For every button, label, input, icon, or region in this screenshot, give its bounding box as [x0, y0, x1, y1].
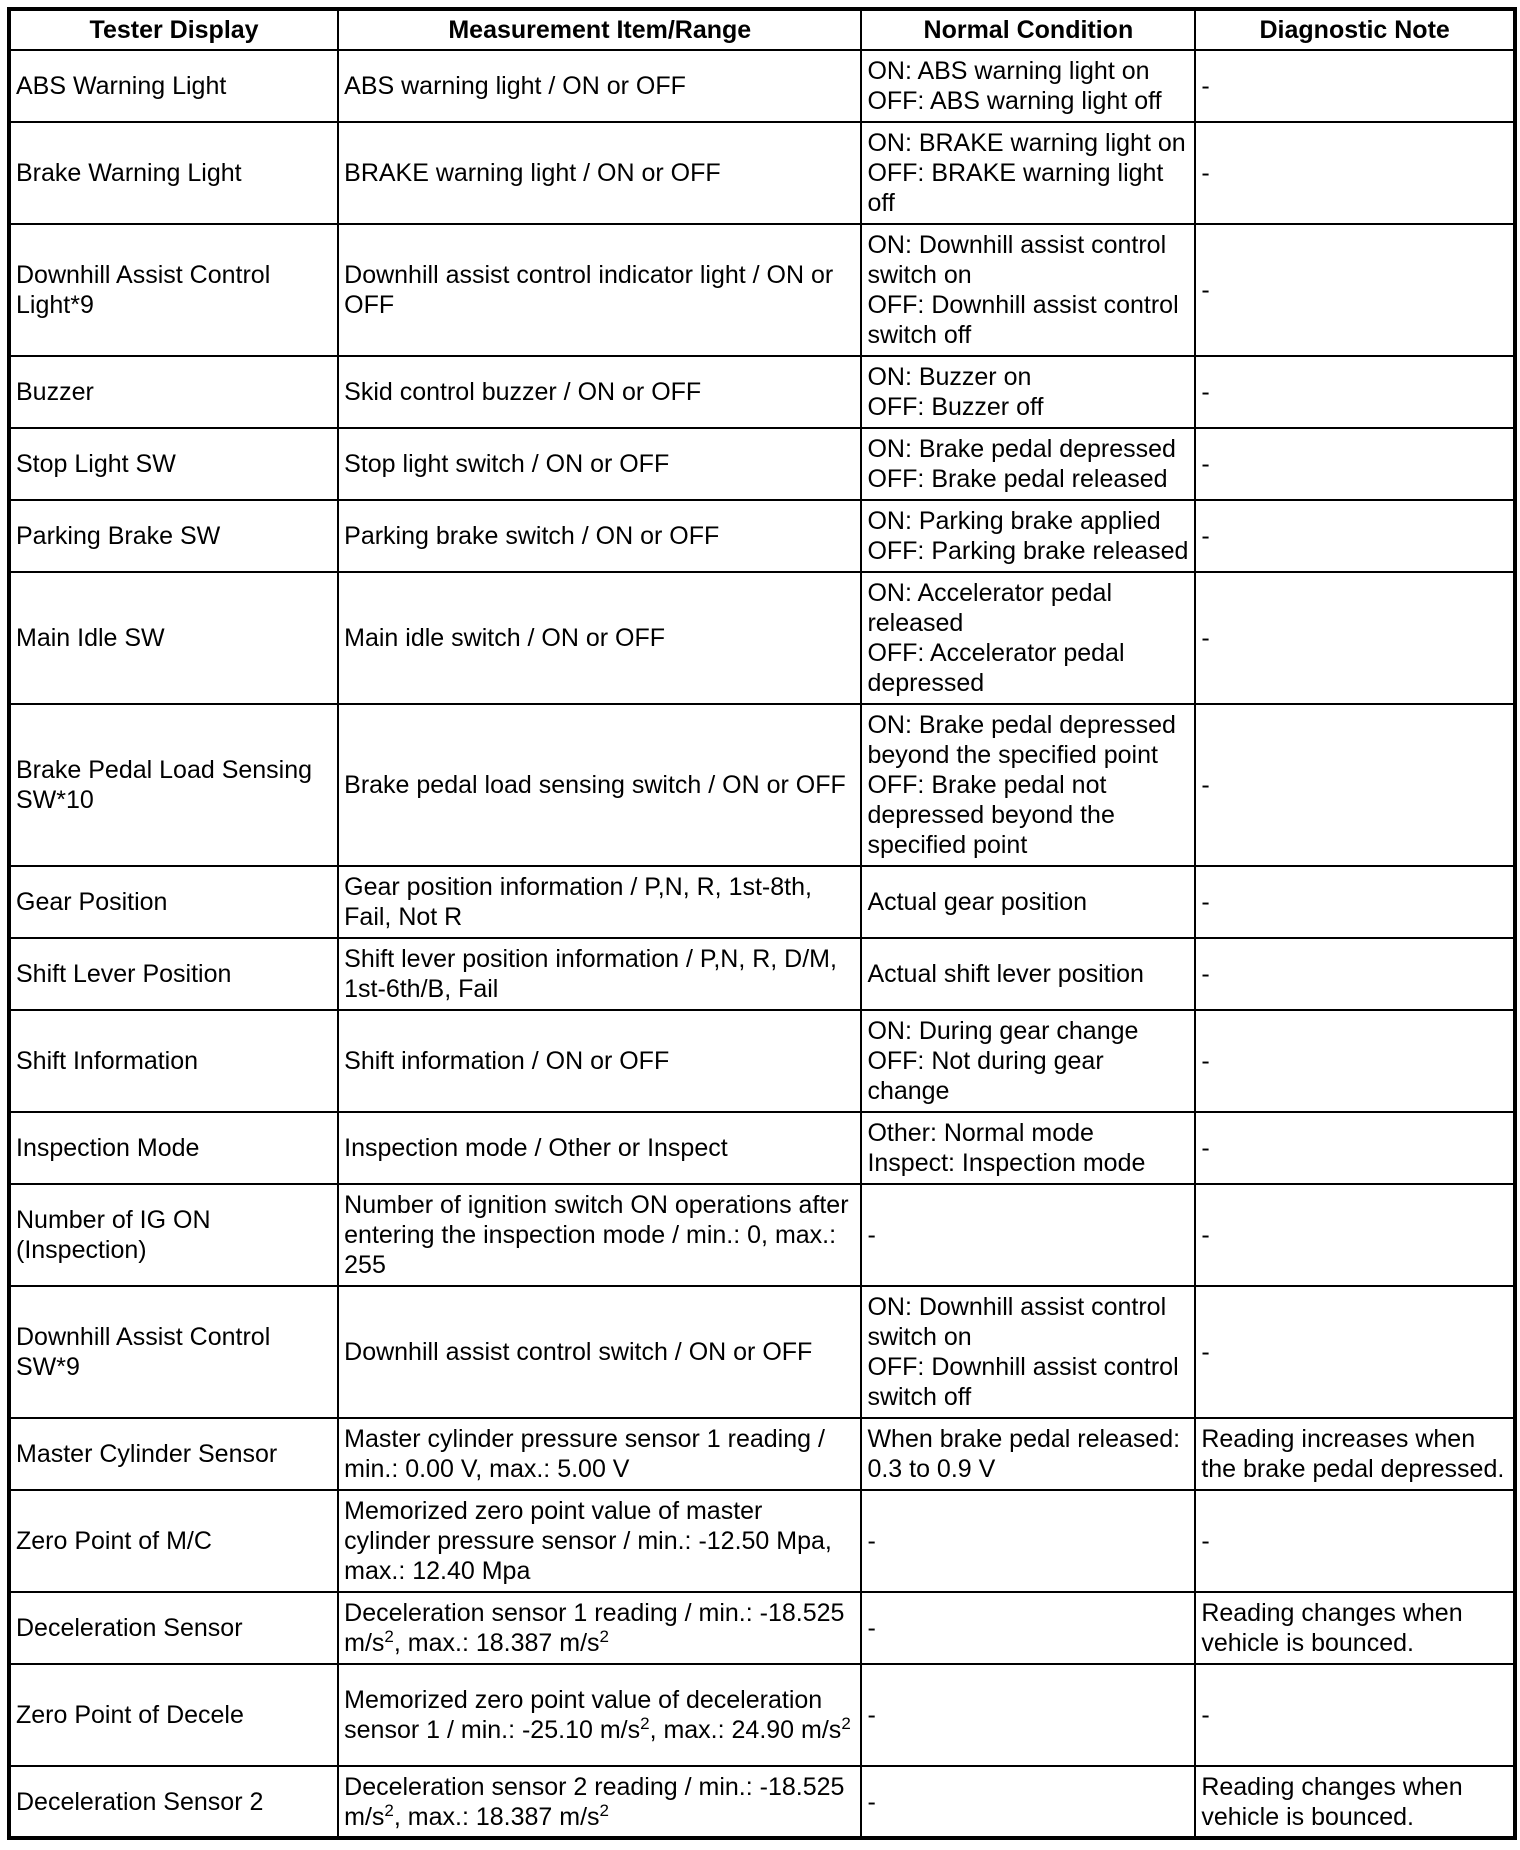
- diagnostic-note-cell: Reading increases when the brake pedal depressed.: [1195, 1418, 1515, 1490]
- data-list-table: [7, 7, 1517, 1840]
- normal-condition-line: Inspect: Inspection mode: [867, 1149, 1146, 1177]
- normal-condition-line: When brake pedal released: 0.3 to 0.9 V: [867, 1425, 1181, 1483]
- table-row: [9, 1010, 1515, 1112]
- table-row: [9, 1184, 1515, 1286]
- normal-condition-line: -: [867, 1527, 876, 1555]
- superscript: 2: [384, 1627, 394, 1646]
- diagnostic-note-cell: -: [1195, 500, 1515, 572]
- tester-display-cell: Stop Light SW: [9, 428, 338, 500]
- normal-condition-cell: [861, 1112, 1195, 1184]
- diagnostic-note-cell: -: [1195, 1112, 1515, 1184]
- diagnostic-note-cell: -: [1195, 428, 1515, 500]
- measurement-text: , max.: 24.90 m/s: [649, 1716, 842, 1744]
- tester-display-cell: Shift Information: [9, 1010, 338, 1112]
- tester-display-cell: Buzzer: [9, 356, 338, 428]
- normal-condition-line: Actual shift lever position: [867, 960, 1144, 988]
- normal-condition-line: OFF: Downhill assist control switch off: [867, 291, 1179, 349]
- measurement-cell: Downhill assist control indicator light / ON or OFF: [338, 224, 861, 356]
- table-row: [9, 428, 1515, 500]
- normal-condition-cell: [861, 1184, 1195, 1286]
- superscript: 2: [599, 1627, 609, 1646]
- measurement-cell: ABS warning light / ON or OFF: [338, 50, 861, 122]
- tester-display-cell: Deceleration Sensor 2: [9, 1766, 338, 1838]
- normal-condition-line: -: [867, 1221, 876, 1249]
- normal-condition-line: ON: Downhill assist control switch on: [867, 231, 1167, 289]
- tester-display-cell: Number of IG ON (Inspection): [9, 1184, 338, 1286]
- normal-condition-line: ON: Buzzer on: [867, 363, 1032, 391]
- normal-condition-cell: [861, 224, 1195, 356]
- table-row: [9, 866, 1515, 938]
- page: [7, 7, 1517, 1840]
- normal-condition-cell: [861, 50, 1195, 122]
- normal-condition-line: OFF: Not during gear change: [867, 1047, 1104, 1105]
- diagnostic-note-cell: -: [1195, 50, 1515, 122]
- normal-condition-line: OFF: BRAKE warning light off: [867, 159, 1164, 217]
- header-diagnostic-note: Diagnostic Note: [1195, 9, 1515, 50]
- normal-condition-line: OFF: Accelerator pedal depressed: [867, 639, 1125, 697]
- diagnostic-note-cell: -: [1195, 1286, 1515, 1418]
- tester-display-cell: Zero Point of Decele: [9, 1664, 338, 1766]
- normal-condition-line: Actual gear position: [867, 888, 1088, 916]
- table-row: [9, 1112, 1515, 1184]
- tester-display-cell: Zero Point of M/C: [9, 1490, 338, 1592]
- table-header-row: [9, 9, 1515, 50]
- normal-condition-cell: [861, 356, 1195, 428]
- measurement-cell: Downhill assist control switch / ON or OFF: [338, 1286, 861, 1418]
- table-row: [9, 572, 1515, 704]
- table-row: [9, 50, 1515, 122]
- tester-display-cell: Shift Lever Position: [9, 938, 338, 1010]
- normal-condition-line: OFF: Parking brake released: [867, 537, 1189, 565]
- table-row: [9, 1490, 1515, 1592]
- measurement-text: Deceleration sensor 2 reading / min.: -18.525 m/s: [344, 1772, 845, 1831]
- diagnostic-note-cell: -: [1195, 866, 1515, 938]
- table-row: [9, 356, 1515, 428]
- header-tester-display: Tester Display: [9, 9, 338, 50]
- normal-condition-line: ON: During gear change: [867, 1017, 1139, 1045]
- normal-condition-cell: [861, 938, 1195, 1010]
- tester-display-cell: Parking Brake SW: [9, 500, 338, 572]
- normal-condition-line: OFF: Buzzer off: [867, 393, 1044, 421]
- diagnostic-note-cell: -: [1195, 572, 1515, 704]
- measurement-cell: [338, 1766, 861, 1838]
- normal-condition-line: Other: Normal mode: [867, 1119, 1094, 1147]
- normal-condition-cell: [861, 500, 1195, 572]
- table-row: [9, 122, 1515, 224]
- measurement-cell: Shift information / ON or OFF: [338, 1010, 861, 1112]
- diagnostic-note-cell: -: [1195, 224, 1515, 356]
- measurement-cell: Master cylinder pressure sensor 1 reading / min.: 0.00 V, max.: 5.00 V: [338, 1418, 861, 1490]
- table-row: [9, 1286, 1515, 1418]
- normal-condition-cell: [861, 1664, 1195, 1766]
- diagnostic-note-cell: -: [1195, 1184, 1515, 1286]
- normal-condition-line: ON: BRAKE warning light on: [867, 129, 1186, 157]
- tester-display-cell: ABS Warning Light: [9, 50, 338, 122]
- normal-condition-cell: [861, 122, 1195, 224]
- diagnostic-note-cell: -: [1195, 938, 1515, 1010]
- diagnostic-note-cell: Reading changes when vehicle is bounced.: [1195, 1766, 1515, 1838]
- normal-condition-line: OFF: Downhill assist control switch off: [867, 1353, 1179, 1411]
- measurement-cell: Stop light switch / ON or OFF: [338, 428, 861, 500]
- measurement-cell: [338, 1592, 861, 1664]
- measurement-cell: Memorized zero point value of master cylinder pressure sensor / min.: -12.50 Mpa, max.: 12.40 Mpa: [338, 1490, 861, 1592]
- normal-condition-line: OFF: Brake pedal not depressed beyond the specified point: [867, 771, 1115, 859]
- normal-condition-cell: [861, 1490, 1195, 1592]
- table-row: [9, 500, 1515, 572]
- diagnostic-note-cell: -: [1195, 122, 1515, 224]
- normal-condition-line: ON: ABS warning light on: [867, 57, 1150, 85]
- measurement-cell: Inspection mode / Other or Inspect: [338, 1112, 861, 1184]
- diagnostic-note-cell: -: [1195, 1490, 1515, 1592]
- normal-condition-cell: [861, 1592, 1195, 1664]
- normal-condition-line: ON: Brake pedal depressed: [867, 435, 1176, 463]
- measurement-cell: Brake pedal load sensing switch / ON or OFF: [338, 704, 861, 866]
- diagnostic-note-cell: -: [1195, 704, 1515, 866]
- tester-display-cell: Brake Warning Light: [9, 122, 338, 224]
- measurement-cell: BRAKE warning light / ON or OFF: [338, 122, 861, 224]
- normal-condition-line: ON: Accelerator pedal released: [867, 579, 1113, 637]
- normal-condition-cell: [861, 866, 1195, 938]
- diagnostic-note-cell: Reading changes when vehicle is bounced.: [1195, 1592, 1515, 1664]
- measurement-cell: Skid control buzzer / ON or OFF: [338, 356, 861, 428]
- normal-condition-cell: [861, 704, 1195, 866]
- table-row: [9, 1766, 1515, 1838]
- tester-display-cell: Downhill Assist Control SW*9: [9, 1286, 338, 1418]
- measurement-cell: Parking brake switch / ON or OFF: [338, 500, 861, 572]
- measurement-text: Memorized zero point value of deceleration sensor 1 / min.: -25.10 m/s: [344, 1686, 823, 1744]
- normal-condition-cell: [861, 428, 1195, 500]
- normal-condition-line: OFF: ABS warning light off: [867, 87, 1162, 115]
- measurement-text: , max.: 18.387 m/s: [393, 1629, 600, 1657]
- normal-condition-line: -: [867, 1701, 876, 1729]
- table-row: [9, 1664, 1515, 1766]
- normal-condition-cell: [861, 1010, 1195, 1112]
- superscript: 2: [384, 1800, 394, 1820]
- normal-condition-line: OFF: Brake pedal released: [867, 465, 1168, 493]
- measurement-cell: Main idle switch / ON or OFF: [338, 572, 861, 704]
- table-row: [9, 938, 1515, 1010]
- header-measurement-item: Measurement Item/Range: [338, 9, 861, 50]
- measurement-cell: [338, 1664, 861, 1766]
- table-row: [9, 224, 1515, 356]
- table-row: [9, 1418, 1515, 1490]
- superscript: 2: [841, 1714, 851, 1733]
- tester-display-cell: Inspection Mode: [9, 1112, 338, 1184]
- measurement-cell: Gear position information / P,N, R, 1st-8th, Fail, Not R: [338, 866, 861, 938]
- measurement-cell: Shift lever position information / P,N, R, D/M, 1st-6th/B, Fail: [338, 938, 861, 1010]
- normal-condition-cell: [861, 1418, 1195, 1490]
- diagnostic-note-cell: -: [1195, 1664, 1515, 1766]
- superscript: 2: [640, 1714, 650, 1733]
- tester-display-cell: Downhill Assist Control Light*9: [9, 224, 338, 356]
- normal-condition-line: ON: Downhill assist control switch on: [867, 1293, 1167, 1351]
- normal-condition-line: -: [867, 1787, 876, 1816]
- table-row: [9, 1592, 1515, 1664]
- table-body: [9, 50, 1515, 1838]
- tester-display-cell: Gear Position: [9, 866, 338, 938]
- tester-display-cell: Main Idle SW: [9, 572, 338, 704]
- header-normal-condition: Normal Condition: [861, 9, 1195, 50]
- diagnostic-note-cell: -: [1195, 1010, 1515, 1112]
- measurement-cell: Number of ignition switch ON operations after entering the inspection mode / min.: 0, max.: 255: [338, 1184, 861, 1286]
- diagnostic-note-cell: -: [1195, 356, 1515, 428]
- tester-display-cell: Deceleration Sensor: [9, 1592, 338, 1664]
- normal-condition-cell: [861, 1286, 1195, 1418]
- normal-condition-cell: [861, 1766, 1195, 1838]
- tester-display-cell: Brake Pedal Load Sensing SW*10: [9, 704, 338, 866]
- normal-condition-line: -: [867, 1614, 876, 1642]
- normal-condition-cell: [861, 572, 1195, 704]
- superscript: 2: [599, 1800, 609, 1820]
- measurement-text: Deceleration sensor 1 reading / min.: -18.525 m/s: [344, 1599, 845, 1657]
- table-row: [9, 704, 1515, 866]
- measurement-text: , max.: 18.387 m/s: [393, 1802, 600, 1831]
- normal-condition-line: ON: Parking brake applied: [867, 507, 1161, 535]
- normal-condition-line: ON: Brake pedal depressed beyond the specified point: [867, 711, 1176, 769]
- tester-display-cell: Master Cylinder Sensor: [9, 1418, 338, 1490]
